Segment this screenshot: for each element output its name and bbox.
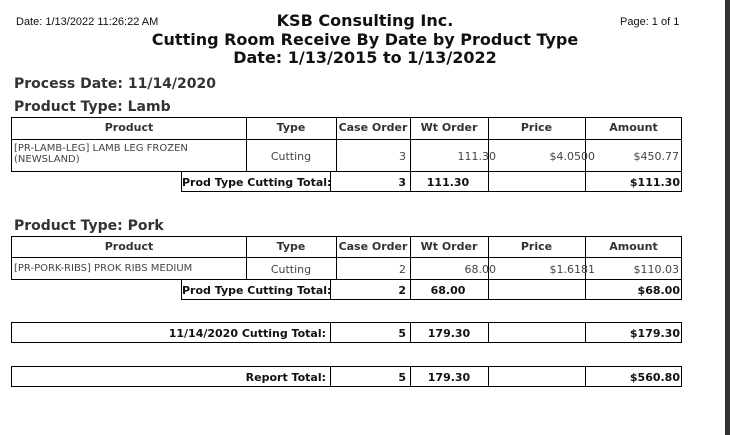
report-total-case-order: 5 <box>398 371 406 384</box>
table-row-wt-order: 111.30 <box>457 150 496 163</box>
table-row-amount: $110.03 <box>633 263 679 276</box>
page-number: Page: 1 of 1 <box>620 16 680 28</box>
col-type-header: Type <box>276 240 306 253</box>
process-date: Process Date: 11/14/2020 <box>14 76 217 92</box>
type-total-wt-order: 111.30 <box>426 176 470 189</box>
pork-type-total-row <box>181 279 682 300</box>
report-total-amount: $560.80 <box>629 371 680 384</box>
date-total-label: 11/14/2020 Cutting Total: <box>168 327 326 340</box>
col-product-header: Product <box>104 121 154 134</box>
col-price-header: Price <box>520 240 553 253</box>
type-total-wt-order: 68.00 <box>430 284 466 297</box>
col-case-order-header: Case Order <box>338 240 408 253</box>
type-total-label: Prod Type Cutting Total: <box>182 176 332 189</box>
company-name: KSB Consulting Inc. <box>276 11 454 30</box>
col-type-header: Type <box>276 121 306 134</box>
table-row-wt-order: 68.00 <box>464 263 496 276</box>
date-total-wt-order: 179.30 <box>427 327 471 340</box>
table-row-product: [PR-LAMB-LEG] LAMB LEG FROZEN (NEWSLAND) <box>14 143 188 165</box>
report-title: Cutting Room Receive By Date by Product Type <box>151 30 579 49</box>
date-total-amount: $179.30 <box>629 327 680 340</box>
type-total-amount: $111.30 <box>629 176 680 189</box>
col-amount-header: Amount <box>609 121 658 134</box>
type-total-label: Prod Type Cutting Total: <box>182 284 332 297</box>
report-total-row <box>11 366 682 387</box>
table-row-price: $1.6181 <box>549 263 595 276</box>
col-wt-order-header: Wt Order <box>420 240 478 253</box>
table-row-type: Cutting <box>270 263 312 276</box>
date-total-row <box>11 322 682 343</box>
type-total-case-order: 2 <box>398 284 406 297</box>
date-total-case-order: 5 <box>398 327 406 340</box>
type-total-amount: $68.00 <box>637 284 680 297</box>
col-wt-order-header: Wt Order <box>420 121 478 134</box>
col-price-header: Price <box>520 121 553 134</box>
group-title-pork: Product Type: Pork <box>14 218 164 234</box>
pork-table <box>11 236 682 280</box>
table-row-product: [PR-PORK-RIBS] PROK RIBS MEDIUM <box>14 263 193 274</box>
col-product-header: Product <box>104 240 154 253</box>
lamb-type-total-row <box>181 171 682 192</box>
table-row-case-order: 2 <box>399 263 406 276</box>
report-date-range: Date: 1/13/2015 to 1/13/2022 <box>233 48 497 67</box>
table-row-amount: $450.77 <box>633 150 679 163</box>
report-total-wt-order: 179.30 <box>427 371 471 384</box>
col-amount-header: Amount <box>609 240 658 253</box>
group-title-lamb: Product Type: Lamb <box>14 99 171 115</box>
type-total-case-order: 3 <box>398 176 406 189</box>
lamb-table <box>11 117 682 172</box>
report-total-label: Report Total: <box>245 371 326 384</box>
table-row-case-order: 3 <box>399 150 406 163</box>
col-case-order-header: Case Order <box>338 121 408 134</box>
table-row-type: Cutting <box>270 150 312 163</box>
table-row-price: $4.0500 <box>549 150 595 163</box>
print-date: Date: 1/13/2022 11:26:22 AM <box>16 16 159 28</box>
